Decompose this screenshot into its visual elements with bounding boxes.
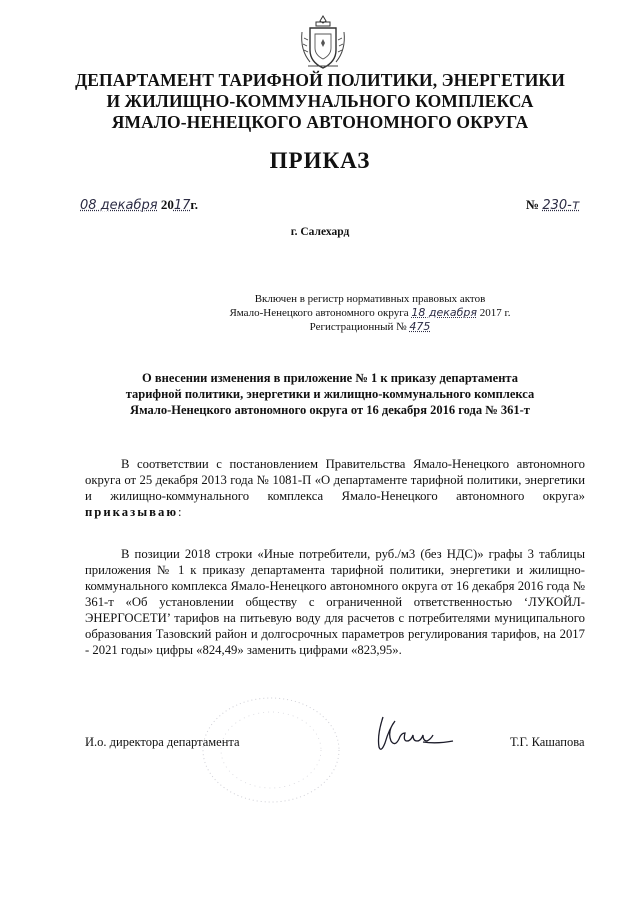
handwritten-signature-icon	[365, 712, 465, 757]
subject-line-3: Ямало-Ненецкого автономного округа от 16 декабря 2016 года № 361-т	[130, 403, 530, 417]
number-label: №	[526, 197, 540, 212]
stamp-icon	[196, 690, 346, 810]
signatory-position: И.о. директора департамента	[85, 735, 240, 749]
city: г. Салехард	[290, 226, 350, 238]
year-prefix: 20	[160, 197, 174, 212]
year-handwritten: 17	[173, 198, 191, 213]
preamble-text: В соответствии с постановлением Правительства Ямало-Ненецкого автономного округа от 25 декабря 2013 года № 1081-П «О департаменте тарифной политики, энергетики и жилищно-коммунального комплекса Ямало-Ненецкого автономного округа»	[85, 457, 585, 503]
paragraph-order-body: В позиции 2018 строки «Иные потребители, руб./м3 (без НДС)» графы 3 таблицы приложения № 1 к приказу департамента тарифной политики, энергетики и жилищно-коммунального комплекса Ямало-Ненецкого автономного округа от 16 декабря 2016 года № 361-т «Об установлении обществу с ограниченной ответственностью ‘ЛУКОЙЛ-ЭНЕРГОСЕТИ’ тарифов на питьевую воду для расчетов с потребителями муниципального образования Тазовский район и долгосрочных параметров регулирования тарифов, на 2017 - 2021 годы» цифры «824,49» заменить цифрами «823,95».	[85, 547, 585, 657]
preamble-end: :	[178, 505, 182, 519]
document-type: ПРИКАЗ	[269, 148, 371, 173]
document-number	[526, 197, 579, 213]
org-line-3: ЯМАЛО-НЕНЕЦКОГО АВТОНОМНОГО ОКРУГА	[111, 112, 529, 132]
org-line-1: ДЕПАРТАМЕНТ ТАРИФНОЙ ПОЛИТИКИ, ЭНЕРГЕТИКИ	[75, 70, 565, 90]
document-date	[80, 197, 198, 213]
org-line-2: И ЖИЛИЩНО-КОММУНАЛЬНОГО КОМПЛЕКСА	[106, 91, 534, 111]
registry-line-1: Включен в регистр нормативных правовых актов	[254, 293, 486, 305]
registry-line-3-prefix: Регистрационный №	[309, 321, 407, 333]
paragraph-preamble	[85, 456, 585, 520]
order-word: приказываю	[85, 505, 179, 519]
document-subject	[80, 370, 580, 418]
registry-number-handwritten: 475	[409, 320, 431, 333]
year-suffix: г.	[190, 197, 199, 212]
registry-line-3	[150, 320, 590, 334]
registry-line-2-prefix: Ямало-Ненецкого автономного округа	[229, 307, 409, 319]
registry-note	[150, 292, 590, 334]
signatory-name: Т.Г. Кашапова	[510, 735, 585, 749]
number-handwritten: 230-т	[542, 198, 580, 213]
organization-title	[60, 70, 580, 133]
date-handwritten: 08 декабря	[80, 198, 158, 213]
subject-line-1: О внесении изменения в приложение № 1 к приказу департамента	[142, 371, 518, 385]
registry-line-2-suffix: 2017 г.	[479, 307, 511, 319]
subject-line-2: тарифной политики, энергетики и жилищно-коммунального комплекса	[125, 387, 535, 401]
registry-date-handwritten: 18 декабря	[411, 306, 478, 319]
coat-of-arms-icon	[298, 12, 348, 74]
registry-line-2	[150, 306, 590, 320]
